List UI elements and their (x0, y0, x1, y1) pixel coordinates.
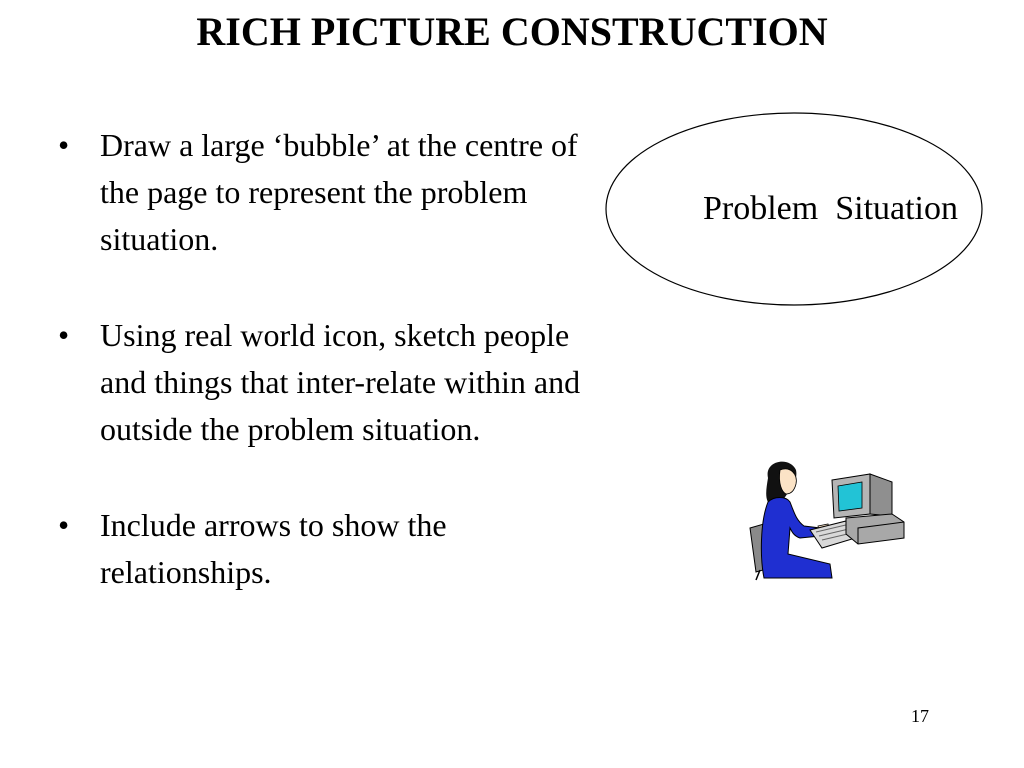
bullet-marker: • (58, 127, 70, 163)
bullet-text: Include arrows to show the relationships. (100, 507, 447, 590)
problem-situation-bubble (604, 111, 984, 307)
page-number: 17 (911, 706, 929, 726)
bullet-text: Using real world icon, sketch people and things that inter-relate within and outside the problem situation. (100, 317, 581, 447)
bullet-list (58, 122, 598, 596)
bullet-item (58, 122, 598, 263)
bubble-label: Problem Situation (703, 190, 958, 227)
bullet-text: Draw a large ‘bubble’ at the centre of the page to represent the problem situation. (100, 127, 578, 257)
bullet-item (58, 312, 598, 453)
bullet-marker: • (58, 317, 70, 353)
bullet-marker: • (58, 507, 70, 543)
bullet-item (58, 502, 598, 596)
person-at-computer-icon (746, 458, 906, 582)
slide-title: RICH PICTURE CONSTRUCTION (196, 9, 828, 54)
